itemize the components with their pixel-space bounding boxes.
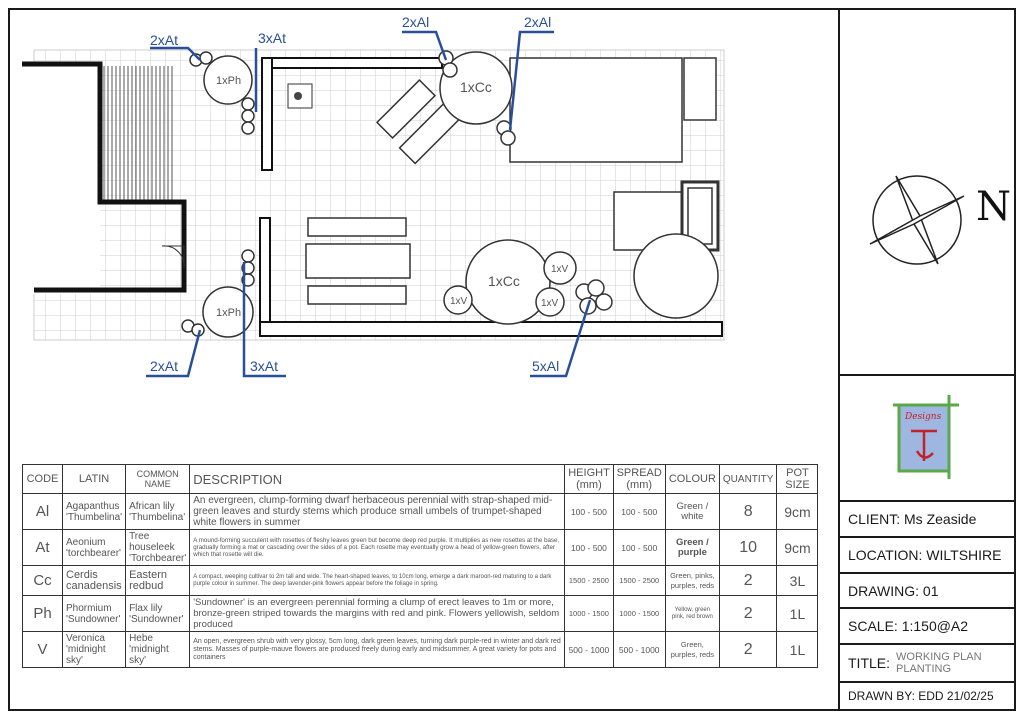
location-field: LOCATION: WILTSHIRE xyxy=(840,536,1016,572)
plant-label: 1xCc xyxy=(488,273,520,289)
title-label: TITLE: xyxy=(848,655,891,671)
cell-spread: 100 - 500 xyxy=(613,530,665,566)
cell-code: V xyxy=(23,632,63,668)
callout-label: 2xAt xyxy=(150,358,179,374)
north-arrow xyxy=(840,158,1016,358)
cell-height: 100 - 500 xyxy=(565,530,613,566)
cell-description: An evergreen, clump-forming dwarf herbaceous perennial with strap-shaped mid-green leaves and sturdy stems which produce small umbels of trumpet-shaped white flowers in summer xyxy=(190,494,565,530)
cell-pot: 9cm xyxy=(777,494,818,530)
table-row xyxy=(23,494,818,530)
drawn-by-field: DRAWN BY: EDD 21/02/25 xyxy=(840,681,1016,709)
schedule-header-row xyxy=(23,465,818,494)
cell-height: 1000 - 1500 xyxy=(565,596,613,632)
title-field xyxy=(840,643,1016,681)
compass-needle xyxy=(870,176,964,264)
plant-label: 1xPh xyxy=(216,75,242,87)
callout-label: 2xAl xyxy=(402,14,430,30)
cell-latin: Cerdis canadensis xyxy=(63,566,126,596)
cell-common: Hebe 'midnight sky' xyxy=(126,632,190,668)
cell-colour: Green, pinks, purples, reds xyxy=(665,566,719,596)
planting-schedule xyxy=(22,464,818,668)
cell-pot: 1L xyxy=(777,596,818,632)
north-label: N xyxy=(976,184,1011,230)
sink-drain xyxy=(294,92,302,100)
header-height: HEIGHT (mm) xyxy=(565,465,613,494)
table-row xyxy=(23,530,818,566)
table-row xyxy=(23,596,818,632)
cell-quantity: 8 xyxy=(719,494,777,530)
header-latin: LATIN xyxy=(63,465,126,494)
title-value: WORKING PLAN PLANTING xyxy=(896,651,982,675)
header-spread: SPREAD (mm) xyxy=(613,465,665,494)
cell-pot: 3L xyxy=(777,566,818,596)
cell-description: A compact, weeping cultivar to 2m tall and wide. The heart-shaped leaves, to 10cm long, emerge a dark maroon-red maturing to a dark purple colour in summer. The deep lavender-pink flowers appear before the foliage in spring. xyxy=(190,566,565,596)
cell-spread: 1000 - 1500 xyxy=(613,596,665,632)
header-quantity: QUANTITY xyxy=(719,465,777,494)
cell-code: Ph xyxy=(23,596,63,632)
cell-quantity: 2 xyxy=(719,566,777,596)
cell-colour: Green / purple xyxy=(665,530,719,566)
logo-text: Designs xyxy=(905,412,942,422)
callout-label: 3xAt xyxy=(250,358,279,374)
callout-label: 3xAt xyxy=(258,30,287,46)
cell-height: 500 - 1000 xyxy=(565,632,613,668)
cell-colour: Green / white xyxy=(665,494,719,530)
cell-latin: Agapanthus 'Thumbelina' xyxy=(63,494,126,530)
cell-description: 'Sundowner' is an evergreen perennial forming a clump of erect leaves to 1m or more, bronze-green striped towards the margins with red and pink. Flowers yellowish, seldom produced xyxy=(190,596,565,632)
callout-label: 5xAl xyxy=(532,358,560,374)
plant-label: 1xV xyxy=(541,298,559,309)
designer-logo xyxy=(893,395,963,481)
plant-label: 1xCc xyxy=(460,79,492,95)
plant-label: 1xPh xyxy=(216,307,242,319)
cell-common: Tree houseleek 'Torchbearer' xyxy=(126,530,190,566)
title-block xyxy=(838,8,1016,711)
cell-latin: Veronica 'midnight sky' xyxy=(63,632,126,668)
cell-code: At xyxy=(23,530,63,566)
cell-spread: 1500 - 2500 xyxy=(613,566,665,596)
cell-common: African lily 'Thumbelina' xyxy=(126,494,190,530)
cell-quantity: 10 xyxy=(719,530,777,566)
callout-label: 2xAl xyxy=(524,14,552,30)
cell-code: Al xyxy=(23,494,63,530)
cell-description: An open, evergreen shrub with very glossy, 5cm long, dark green leaves, turning dark purple-red in winter and dark red stems. Masses of purple-mauve flowers are produced freely during early and midsummer. A great variety for pots and containers xyxy=(190,632,565,668)
table-row xyxy=(23,566,818,596)
header-pot: POT SIZE xyxy=(777,465,818,494)
plant-label: 1xV xyxy=(450,296,468,307)
cell-spread: 500 - 1000 xyxy=(613,632,665,668)
header-description: DESCRIPTION xyxy=(190,465,565,494)
cell-latin: Aeonium 'torchbearer' xyxy=(63,530,126,566)
logo-cell xyxy=(840,374,1016,500)
callout-label: 2xAt xyxy=(150,32,179,48)
house-wall xyxy=(20,62,100,294)
cell-common: Eastern redbud xyxy=(126,566,190,596)
central-benches xyxy=(306,218,410,304)
cell-pot: 9cm xyxy=(777,530,818,566)
plant-label: 1xV xyxy=(551,264,569,275)
cell-quantity: 2 xyxy=(719,596,777,632)
cell-quantity: 2 xyxy=(719,632,777,668)
cell-description: A mound-forming succulent with rosettes of fleshy leaves green but become deep red purple. It multiplies as new rosettes at the base, gradually forming a mat or cascading over the sides of a pot. Each rosette may eventually grow a head of yellow-green flowers, after which that rosette will die. xyxy=(190,530,565,566)
cell-code: Cc xyxy=(23,566,63,596)
cell-latin: Phormium 'Sundowner' xyxy=(63,596,126,632)
cell-colour: Green, purples, reds xyxy=(665,632,719,668)
cell-spread: 100 - 500 xyxy=(613,494,665,530)
cell-colour: Yellow, green pink, red brown xyxy=(665,596,719,632)
client-field: CLIENT: Ms Zeaside xyxy=(840,500,1016,536)
cell-common: Flax lily 'Sundowner' xyxy=(126,596,190,632)
header-colour: COLOUR xyxy=(665,465,719,494)
scale-field: SCALE: 1:150@A2 xyxy=(840,607,1016,643)
header-common: COMMON NAME xyxy=(126,465,190,494)
cell-height: 1500 - 2500 xyxy=(565,566,613,596)
drawing-field: DRAWING: 01 xyxy=(840,572,1016,607)
cell-height: 100 - 500 xyxy=(565,494,613,530)
table-row xyxy=(23,632,818,668)
header-code: CODE xyxy=(23,465,63,494)
cell-pot: 1L xyxy=(777,632,818,668)
